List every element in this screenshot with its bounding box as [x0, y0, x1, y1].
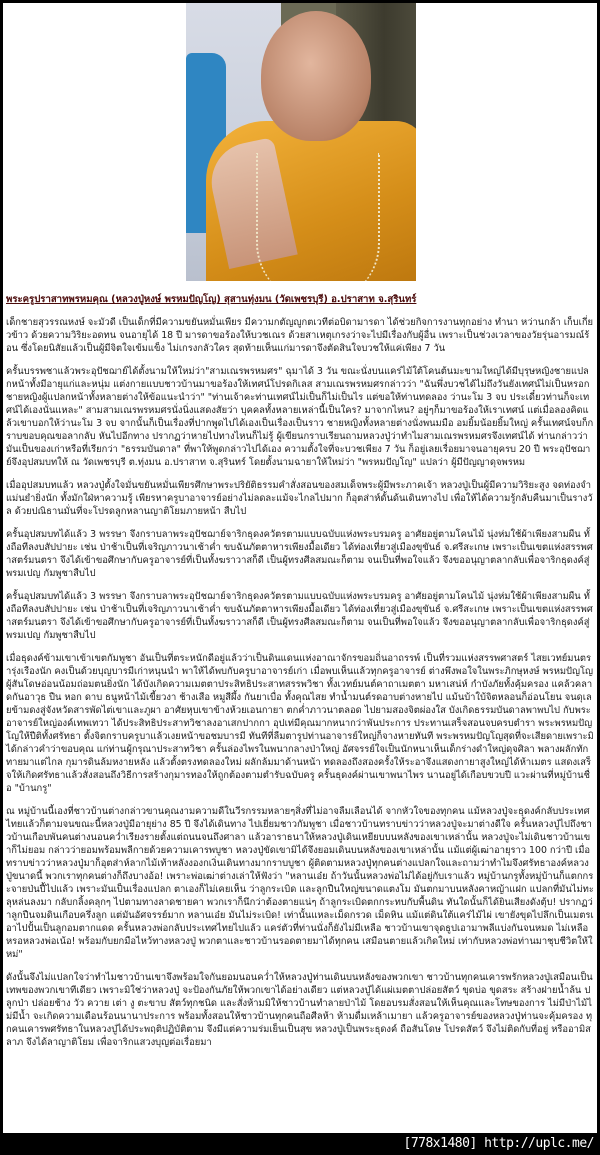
article-paragraph: ครั้นอุปสมบทได้แล้ว 3 พรรษา จึงกราบลาพระอุปัชฌาย์จาริกธุดงควัตรตามแบบฉบับแห่งพระบรมครู อาศัยอยู่ตามโคนไม้ นุ่งห่มใช้ผ้าเพียงสามผืน ทั้งถือทีลงบสัปปายะ เช่น ป่าช้าเป็นที่เจริญภาวนาเช้าค่ำ ขบฉันภัตตาหารเพียงมื้อเดียว ได้ท่องเที่ยวสู่เมืองขุขันธ์ จ.ศรีสะเกษ เพราะเป็นเขตแห่งสรรพศาสตร์มนตรา จึงได้เข้าขอศึกษากับครูอาจารย์ที่เป็นทั้งฆราวาสก็ดี เป็นผู้ทรงศีลสมณะก็ตาม จนเป็นที่พอใจแล้ว จึงขออนุญาตลากลับเพื่อจาริกธุดงค์สู่พรมเปญ กัมพูชาสืบไป — [6, 591, 593, 641]
article-paragraph: ครั้นบรรพชาแล้วพระอุปัชฌาย์ได้ตั้งนามให้ใหม่ว่า"สามเณรพรหมศร" ฉุมาได้ 3 วัน ขณะนั่งบนแคร่ไม้ใต้โคนต้นมะขามใหญ่ได้มีบุรุษหญิงชายแปลกหน้าทั้งมีอายุแก่และหนุ่ม แต่งกายแบบชาวบ้านมาขอร้องให้เทศน์โปรดกิเลส สามเณรพรหมศรกล่าวว่า "ฉันพึ่งบวชได้ไม่ถึงวันยังเทศน์ไม่เป็นหรอก ชายหญิงผู้แปลกหน้าทั้งหลายต่างให้ข้อแนะนำว่า" "ท่านเจ้าคะท่านเทศน์ไม่เป็นก็ไม่เป็นไร แต่ขอให้ท่านทดลอง ว่านะโม 3 จบ ประเดี๋ยวท่านก็จะเทศน์ได้เองนั่นแหละ" สามสามเณรพรหมศรนั่งนิ่งแสดงสัยว่า บุคคลทั้งหลายเหล่านี้เป็นใคร? มาจากไหน? อยู่ๆก็มาขอร้องให้เราเทศน์ แต่เมื่อลองคิดแล้วเขาบอกให้ว่านะโม 3 จบ จากนั้นก็เป็นเรื่องที่ปากพูดไปได้เองเป็นเรื่องเป็นราว ชายหญิงทั้งหลายต่างนั่งพนมมือ อมยิ้มน้อยยิ้มใหญ่ ครั้นเทศน์จบก็กราบขอบคุณขอลากลับ หันไปอีกทาง ปรากฏว่าหายไปทางไหนก็ไม่รู้ ผู้เขียนกราบเรียนถามหลวงปู่ว่าทำไมสามเณรพรหมศรจึงเทศน์ได้ ท่านกล่าวว่า มันเป็นของเก่าหรือที่เรียกว่า "ธรรมบันดาล" ที่พาให้พูดกล่าวไปได้เอง ความตั้งใจที่จะบวชเพียง 7 วัน ก็อยู่เลยเรื่อยมาจนอายุครบ 20 ปี พระอุปัชฌาย์จึงอุปสมบทให้ ณ วัดเพชรบุรี ต.ทุ่งมน อ.ปราสาท จ.สุรินทร์ โดยตั้งนามฉายาให้ใหม่ว่า "พรหมปัญโญ" แปลว่า ผู้มีปัญญาดุจพรหม — [6, 366, 594, 468]
article-paragraph: ดังนั้นจึงไม่แปลกใจว่าทำไมชาวบ้านเขาจึงพร้อมใจกันยอมนอนคว่ำให้หลวงปู่ท่านเดินบนหลังของพวกเขา ชาวบ้านทุกคนเคารพรักหลวงปู่เสมือนเป็นเทพของพวกเขาทีเดียว เพราะมิใช่ว่าหลวงปู่ จะป้องกันภัยให้พวกเขาได้อย่างเดียว แต่หลวงปู่ได้แผ่เมตตาปล่อยสัตว์ ขุดบ่อ ขุดสระ สร้างฝายน้ำล้น ปลูกป่า ปล่อยช้าง วัว ควาย เต่า งู ตะขาบ สัตว์ทุกชนิด และสั่งห้ามมิให้ชาวบ้านทำลายป่าไม้ โดยอบรมสั่งสอนให้เห็นคุณและโทษของการ ไม่มีป่าไม้ไม่มีน้ำ จะเกิดความเดือนร้อนนานาประการ พร้อมทั้งสอนให้ชาวบ้านทุกคนถือศีลห้า ห้ามดื่มเหล้าเมายา แล้วครูอาจารย์ของหลวงปู่ท่านจะคุ้มครอง ทุกคนเคารพศรัทธาในหลวงปู่ได้ประพฤติปฏิบัติตาม จึงมีแต่ความร่มเย็นเป็นสุข หลวงปู่เป็นพระธุดงค์ ถือสันโดษ โปรดสัตว์ จึงไม่ติดกับที่อยู่ หรืออามิสลาภ จึงได้ลาญาติโยม เพื่อจาริกแสวงบุญต่อเรื่อยมา — [6, 972, 593, 1048]
article-paragraph: เมื่ออุปสมบทแล้ว หลวงปู่ตั้งใจมั่นขยันหมั่นเพียรศึกษาพระปริยัติธรรมคำสั่งสอนของสมเด็จพระผู้มีพระภาคเจ้า หลวงปู่เป็นผู้มีความวิริยะสูง จดท่องจำแม่นยำยิ่งนัก ทั้งมักใฝ่หาความรู้ เพียรหาครูบาอาจารย์อย่างไม่ลดละแม้จะไกลไปมาก ก็อุตส่าห์ดั้นด้นเดินทางไป เพื่อให้ได้ความรู้กลับคืนมาเป็นรางวัล ด้วยปณิธานมั่นที่จะโปรดลูกหลานญาติโยมภายหน้า สืบไป — [6, 480, 593, 517]
article-paragraph: เมื่อธุดงค์ข้ามเขาเข้าเขตกัมพูชา อันเป็นที่ตระหนักดีอยู่แล้วว่าเป็นดินแดนแห่งอาณาจักรขอมถิ่นอาถรรพ์ เป็นที่รวมแห่งสรรพศาสตร์ ไสยเวทย์มนตรารุ่งเรืองนัก คงเป็นด้วยบุญบารมีเก่าหนุนนำ พาให้ได้พบกับครูบาอาจารย์เก่า เมื่อพบเห็นแล้วทุกครูอาจารย์ ต่างพึงพอใจในพระภิกษุหงษ์ พรหมปัญโญ ผู้สันโดษอ่อนน้อมถ่อมตนยิ่งนัก ได้บังเกิดความเมตตาประสิทธิประสาทสรรพวิชา ทั้งเวทย์มนต์คาถาเมตตา มหาเสน่ห์ กำบังภัยทั้งคุ้มครอง แคล้วคลาดกันอาวุธ ปืน หอก ดาบ ธนูหน้าไม้เขี้ยวงา ช้างเสือ หมูสีผึ้ง กันยาเบื่อ ทั้งคุณไสย ทำน้ำมนต์รดอาบต่างหายไป แม้นบ้าใบ้จิตหลอนก็อ่อนโยน จนดุเลยข้ามดงสู่จังหวัดสารพัดไต่เขาและภูผา อาศัยหุบเขาข้างห้วยเอนกายา ตกค่ำภาวนาตลอด ไปยามสองจิตผ่องใส บังเกิดธรรมบันดาลพาพบไป กับพระอาจารย์ใหญ่องค์เทพเทวา ได้ประสิทธิประสาทวิชาลงอาเสกปากกา อุปเท่มีคุณมากหนากว่าพันประการ ประทานเสร็จสอนจบครบตำรา พระพรหมปัญโญให้ปีติทั้งศรัทธา ตั้งจิตกราบครูบาแล้วเงยหน้าขอชมบารมี ทันทีที่ลืมตารูปท่านอาจารย์ใหญ่ก็จางหายทันที พระพรหมปัญโญสุดที่จะเสียดายเพราะมิได้กล่าวคำว่าขอบคุณ แก่ท่านผู้กรุณาประสาทวิชา ครั้นล่องไพรในพนากลางป่าใหญ่ อัศจรรย์ใจเป็นนักหนาเห็นเด็กร่างดำใหญ่ดุจศิลา พลางผลักทักทายมาแต่ไกล กุมารดินล้มหงายหลัง แล้วตั้งตรงทดลองใหม่ ผลักล้มมาด้านหน้า ทดลองถึงสองครั้งให้ระอาจึงแสดงกายาสูงใหญ่ได้ห้าเมตร แสดงเสร็จให้เกิดศรัทธาแล้วสั่งสอนถึงวิธีการสร้างกุมารทองให้ถูกต้องตามตำรับฉบับครู ครั้นธุดงค์ผ่านเขาพนาไพร นานอยู่ได้เกือบขวบปี แวะผ่านที่หมู่บ้านชื่อ "บ้านกรู" — [6, 653, 594, 794]
article-title: พระครูปราสาทพรหมคุณ (หลวงปู่หงษ์ พรหมปัญโญ) สุสานทุ่งมน (วัดเพชรบุรี) อ.ปราสาท จ.สุรินทร์ — [6, 294, 417, 305]
photo-beads — [256, 153, 380, 281]
article-body — [3, 293, 597, 1059]
document-page — [3, 3, 597, 1133]
image-host-watermark: [778x1480] http://uplc.me/ — [403, 1136, 594, 1151]
monk-photo — [186, 3, 416, 281]
photo-face — [261, 11, 371, 141]
article-paragraph: ครั้นอุปสมบทได้แล้ว 3 พรรษา จึงกราบลาพระอุปัชฌาย์จาริกธุดงควัตรตามแบบฉบับแห่งพระบรมครู อาศัยอยู่ตามโคนไม้ นุ่งห่มใช้ผ้าเพียงสามผืน ทั้งถือทีลงบสัปปายะ เช่น ป่าช้าเป็นที่เจริญภาวนาเช้าค่ำ ขบฉันภัตตาหารเพียงมื้อเดียว ได้ท่องเที่ยวสู่เมืองขุขันธ์ จ.ศรีสะเกษ เพราะเป็นเขตแห่งสรรพศาสตร์มนตรา จึงได้เข้าขอศึกษากับครูอาจารย์ที่เป็นทั้งฆราวาสก็ดี เป็นผู้ทรงศีลสมณะก็ตาม จนเป็นที่พอใจแล้ว จึงขออนุญาตลากลับเพื่อจาริกธุดงค์สู่พรมเปญ กัมพูชาสืบไป — [6, 529, 593, 579]
article-paragraph: ณ หมู่บ้านนี้เองที่ชาวบ้านต่างกล่าวขานคุณงามความดีในวีรกรรมหลายๆสิ่งที่ไม่อาจลืมเลือนได้ จากหัวใจของทุกคน แม้หลวงปู่จะธุดงค์กลับประเทศไทยแล้วก็ตามจนขณะนี้หลวงปู่มีอายุย่าง 85 ปี จึงได้เดินทาง ไปเยี่ยมชาวกัมพูชา เมื่อชาวบ้านทราบข่าวว่าหลวงปู่จะมาต่างดีใจ ครั้นหลวงปู่ไปถึงชาวบ้านเกือบพันคนต่างนอนคว่ำเรียงรายตั้งแต่ถนนจนถึงศาลา แล้วอาราธนาให้หลวงปู่เดินเหยียบบนหลังของเขาเหล่านั้น หลวงปู่จะไม่เดินชาวบ้านเขาก็ไม่ยอม กล่าวว่ายอมพร้อมพลีกายด้วยความเคารพบูชา หลวงปู่ขัดเขามิได้จึงยอมเดินบนหลังของเขาเหล่านั้น แม้แต่ผู้เฒ่าอายุราว 100 กว่าปี เมื่อทราบข่าวว่าหลวงปู่มาก็อุตส่าห์ลากไม้เท้าหลังงองกเงิ่นเดินทางมากราบบูชา ผู้ติดตามหลวงปู่ทุกคนต่างแปลกใจและถามว่าทำไมจึงศรัทธาองค์หลวงปู่ขนาดนี้ พวกเราทุกคนต่างก็ถึงบางอ้อ! เพราะพ่อเฒ่าต่างเล่าให้ฟังว่า "หลานเอ๋ย ถ้าวันนั้นหลวงพ่อไม่ได้อยู่กับเราแล้ว หมู่บ้านกรูทั้งหมู่บ้านก็แตกกระจายป่นปี้ไปแล้ว เพราะมันเป็นเรื่องแปลก ตาเองก็ไม่เคยเห็น ว่าลูกระเบิด และลูกปืนใหญ่ขนาดแตงโม มันตกมาบนหลังคาหญ้าแฝก แปลกที่มันไม่ทะลุหล่นลงมา กลับกลิ้งคลุกๆ ไปตามทางลาดชายคา พวกเราก็นึกว่าต้องตายแน่ๆ ถ้าลูกระเบิดตกกระทบกับพื้นดิน ทันใดนั้นก็ได้ยินเสียงดังตุ้บ! ปรากฏว่าลูกปืนจมดินเกือบครึ่งลูก แต่มันอัศจรรย์มาก หลานเอ๋ย มันไม่ระเบิด! เท่านั้นแหละเม็ดกรวด เม็ดหิน แม้แต่ดินใต้แคร่ไม้ไผ่ เขายังขุดไปลึกเป็นเมตรเอาไปปั้นเป็นลูกอมตากแดด ครั้นหลวงพ่อกลับประเทศไทยไปแล้ว แคร่ตัวที่ท่านนั่งก็ยังไม่มีเหลือ ชาวบ้านเขาจุดธูปเอามาพลีแบ่งกันจนหมด ไม่เหลือหรอหลวงพ่อเน้อ! พร้อมกับยกมือไหว้ทางหลวงปู่ พวกตาและชาวบ้านรอดตายมาได้ทุกคน เสมือนตายแล้วเกิดใหม่ เท่ากับหลวงพ่อท่านมาชุบชีวิตให้ใหม่" — [6, 806, 594, 960]
footer-bar — [0, 1133, 600, 1155]
article-paragraph: เด็กชายสุวรรณหงษ์ จะมัวดี เป็นเด็กที่มีความขยันหมั่นเพียร มีความกตัญญูกตเวทีต่อบิดามารดา ได้ช่วยกิจการงานทุกอย่าง ทำนา หว่านกล้า เก็บเกี่ยวข้าว ด้วยความวิริยะอดทน จนอายุได้ 18 ปี มารดาขอร้องให้บวชเณร ด้วยสาเหตุเกรงว่าจะไปมีเรื่องกับผู้อื่น เพราะเป็นช่วงเวลาของวัยรุ่นอารมณ์ร้อน ซึ่งโดยนิสัยแล้วเป็นผู้มีจิตใจเข้มแข็ง ไม่เกรงกลัวใคร สุดท้ายเห็นแก่มารดาจึงตัดสินใจบวชให้แค่เพียง 7 วัน — [6, 317, 593, 354]
